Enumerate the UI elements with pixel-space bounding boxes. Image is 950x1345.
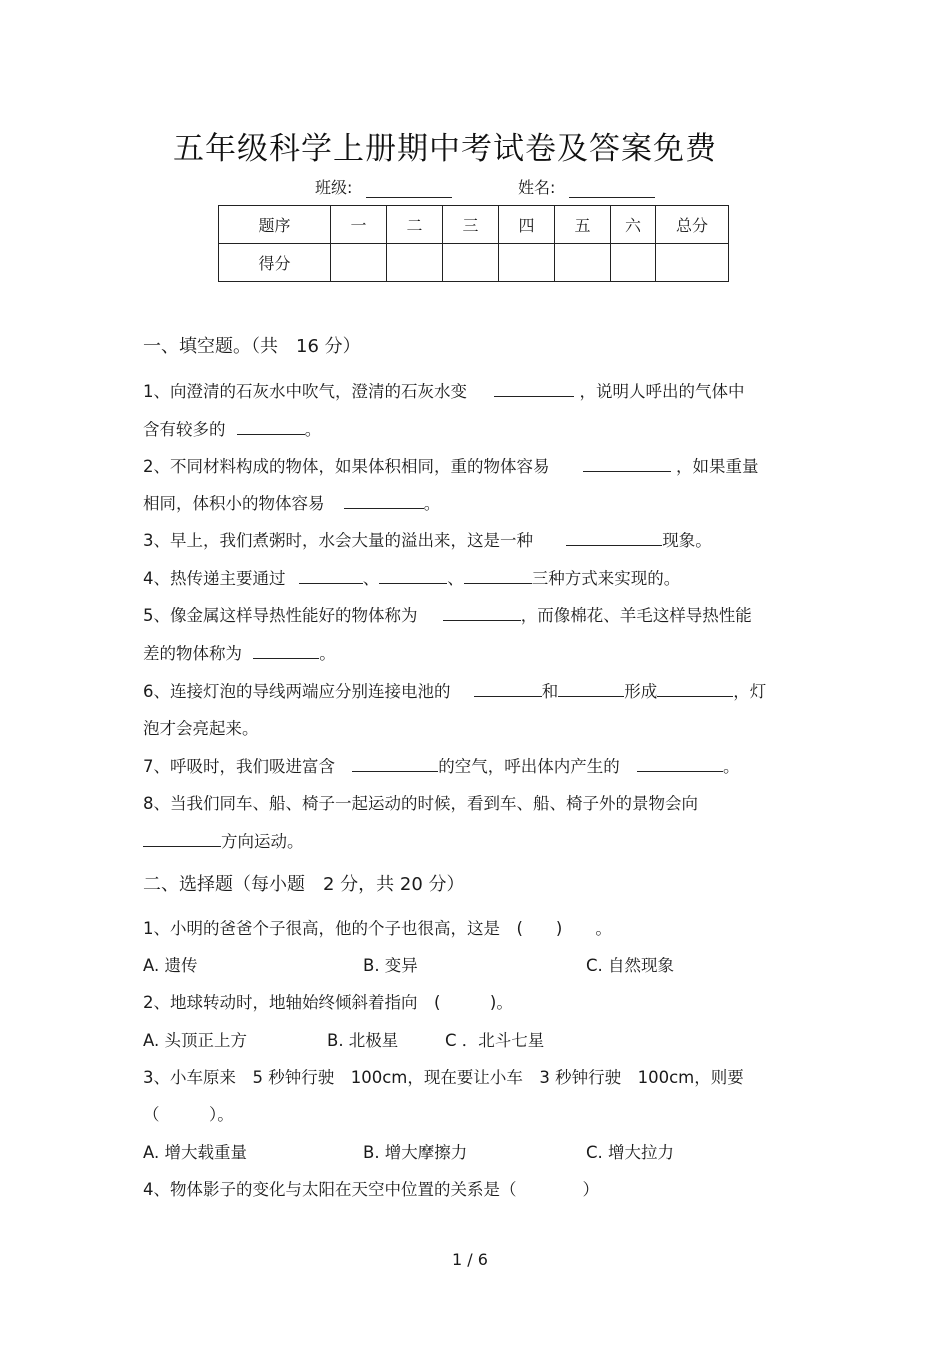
class-field — [315, 175, 452, 198]
question-8-line-1: 8、当我们同车、船、椅子一起运动的时候，看到车、船、椅子外的景物会向 — [143, 794, 698, 813]
answer-blank — [464, 569, 532, 584]
score-header-cell: 一 — [331, 206, 387, 244]
score-cell — [611, 244, 656, 282]
question-7 — [143, 753, 740, 777]
section1-title: 一、填空题。（共 16 分） — [143, 336, 361, 357]
question-6-line-1 — [143, 678, 766, 702]
question-text: ，而像棉花、羊毛这样导热性能 — [520, 606, 752, 625]
question-text: 和 — [541, 682, 559, 701]
question-3 — [143, 527, 712, 551]
mc-option-b: B. 北极星 — [327, 1031, 399, 1050]
score-header-cell: 三 — [443, 206, 499, 244]
score-cell — [443, 244, 499, 282]
question-1-line-2 — [143, 416, 321, 440]
question-text: 。 — [319, 644, 336, 663]
question-text: 1、向澄清的石灰水中吹气，澄清的石灰水变 — [143, 382, 467, 401]
question-text: 形成 — [624, 682, 658, 701]
score-table-score-row — [219, 244, 729, 282]
question-text: ，灯 — [733, 682, 767, 701]
question-2-line-2 — [143, 490, 440, 514]
answer-blank — [299, 569, 363, 584]
score-cell — [499, 244, 555, 282]
answer-blank — [474, 682, 542, 697]
name-field — [518, 175, 655, 198]
question-6-line-2: 泡才会亮起来。 — [143, 719, 259, 738]
answer-blank — [253, 644, 319, 659]
mc-option-a: A. 遗传 — [143, 956, 198, 975]
mc-question-3-line-2: （ ）。 — [143, 1105, 234, 1124]
answer-blank — [344, 494, 424, 509]
question-1-line-1 — [143, 378, 745, 402]
answer-blank — [657, 682, 733, 697]
mc-option-a: A. 头顶正上方 — [143, 1031, 247, 1050]
question-5-line-1 — [143, 602, 752, 626]
question-8-line-2 — [143, 828, 304, 852]
question-text: 。 — [304, 420, 322, 439]
question-text: 。 — [423, 494, 441, 513]
question-text: 3、早上，我们煮粥时，水会大量的溢出来，这是一种 — [143, 531, 533, 550]
mc-option-a: A. 增大载重量 — [143, 1143, 247, 1162]
answer-blank — [558, 682, 624, 697]
answer-blank — [379, 569, 447, 584]
answer-blank — [566, 531, 662, 546]
name-label: 姓名: — [518, 178, 556, 197]
question-2-line-1 — [143, 453, 759, 477]
question-text: 方向运动。 — [221, 832, 304, 851]
name-blank — [569, 181, 655, 198]
question-text: 现象。 — [662, 531, 712, 550]
mc-question-2: 2、地球转动时，地轴始终倾斜着指向 ( )。 — [143, 993, 513, 1012]
question-text: 2、不同材料构成的物体，如果体积相同，重的物体容易 — [143, 457, 550, 476]
question-text: 差的物体称为 — [143, 644, 242, 663]
answer-blank — [443, 606, 521, 621]
question-text: 三种方式来实现的。 — [531, 569, 681, 588]
section2-title: 二、选择题（每小题 2 分，共 20 分） — [143, 874, 465, 895]
score-row-label: 得分 — [219, 244, 331, 282]
class-label: 班级: — [315, 178, 353, 197]
score-cell — [555, 244, 611, 282]
question-text: 的空气，呼出体内产生的 — [438, 757, 620, 776]
page-number: 1 / 6 — [452, 1250, 488, 1269]
mc-option-b: B. 变异 — [363, 956, 418, 975]
question-text: ，说明人呼出的气体中 — [579, 382, 745, 401]
question-text: 相同，体积小的物体容易 — [143, 494, 325, 513]
score-header-cell: 总分 — [656, 206, 729, 244]
score-header-cell: 六 — [611, 206, 656, 244]
score-cell — [331, 244, 387, 282]
question-text: 5、像金属这样导热性能好的物体称为 — [143, 606, 418, 625]
mc-option-c: C. 自然现象 — [586, 956, 675, 975]
score-cell — [656, 244, 729, 282]
question-text: 7、呼吸时，我们吸进富含 — [143, 757, 335, 776]
question-5-line-2 — [143, 640, 336, 664]
question-4 — [143, 565, 680, 589]
class-blank — [366, 181, 452, 198]
mc-option-c: C. 增大拉力 — [586, 1143, 675, 1162]
question-text: 、 — [362, 569, 380, 588]
answer-blank — [352, 757, 438, 772]
answer-blank — [494, 382, 574, 397]
answer-blank — [637, 757, 723, 772]
question-text: 6、连接灯泡的导线两端应分别连接电池的 — [143, 682, 451, 701]
score-header-cell: 五 — [555, 206, 611, 244]
mc-option-b: B. 增大摩擦力 — [363, 1143, 468, 1162]
answer-blank — [583, 457, 671, 472]
score-header-cell: 二 — [387, 206, 443, 244]
mc-question-4: 4、物体影子的变化与太阳在天空中位置的关系是（ ） — [143, 1180, 599, 1199]
score-cell — [387, 244, 443, 282]
mc-option-c: C ．北斗七星 — [445, 1031, 545, 1050]
answer-blank — [237, 420, 305, 435]
question-text: 。 — [723, 757, 740, 776]
question-text: 、 — [447, 569, 464, 588]
score-header-cell: 四 — [499, 206, 555, 244]
question-text: 含有较多的 — [143, 420, 226, 439]
score-table-header-row — [219, 206, 729, 244]
question-text: ，如果重量 — [676, 457, 759, 476]
question-text: 4、热传递主要通过 — [143, 569, 286, 588]
answer-blank — [143, 832, 221, 847]
score-header-cell: 题序 — [219, 206, 331, 244]
mc-question-3-line-1: 3、小车原来 5 秒钟行驶 100cm，现在要让小车 3 秒钟行驶 100cm，则要 — [143, 1068, 744, 1087]
score-table — [218, 205, 729, 282]
document-title: 五年级科学上册期中考试卷及答案免费 — [173, 131, 717, 167]
mc-question-1: 1、小明的爸爸个子很高，他的个子也很高，这是 ( ) 。 — [143, 919, 612, 938]
